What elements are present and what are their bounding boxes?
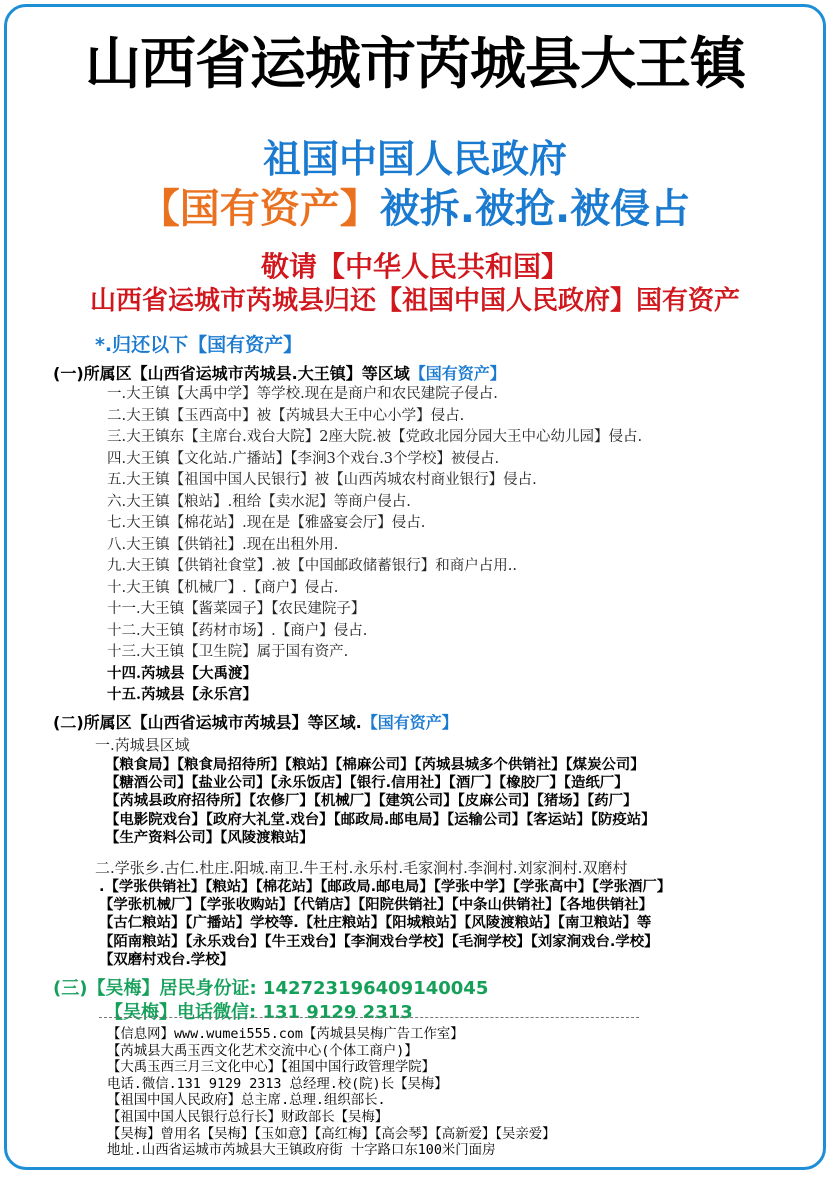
list-item: 【学张机械厂】【学张收购站】【代销店】【阳院供销社】【中条山供销社】【各地供销社】 xyxy=(99,897,654,914)
list-item: 九.大王镇【供销社食堂】.被【中国邮政储蓄银行】和商户占用.. xyxy=(107,558,517,574)
section-3-phone-line: 【吴梅】电话微信: 131 9129 2313 xyxy=(105,1002,413,1023)
list-item: 【陌南粮站】【永乐戏台】【牛王戏台】【李涧戏台学校】【毛涧学校】【刘家涧戏台.学校】 xyxy=(99,933,659,950)
list-item: 【祖国中国人民银行总行长】财政部长【吴梅】 xyxy=(107,1109,389,1125)
section-1-prefix: (一)所属区【山西省运城市芮城县.大王镇】等区域 xyxy=(53,364,410,383)
subtitle-assets xyxy=(7,186,823,232)
list-item: 【粮食局】【粮食局招待所】【粮站】【棉麻公司】【芮城县城多个供销社】【煤炭公司】 xyxy=(105,757,645,773)
list-item: 五.大王镇【祖国中国人民银行】被【山西芮城农村商业银行】侵占. xyxy=(107,472,537,488)
list-item: 【祖国中国人民政府】总主席.总理.组织部长. xyxy=(107,1093,386,1109)
request-line-2: 山西省运城市芮城县归还【祖国中国人民政府】国有资产 xyxy=(89,286,740,316)
list-item: 电话.微信.131 9129 2313 总经理.校(院)长【吴梅】 xyxy=(107,1076,448,1092)
list-item: 三.大王镇东【主席台.戏台大院】2座大院.被【党政北园分园大王中心幼儿园】侵占. xyxy=(107,429,643,445)
list-item: 【电影院戏台】【政府大礼堂.戏台】【邮政局.邮电局】【运输公司】【客运站】【防疫站】 xyxy=(105,811,656,828)
section-1-heading xyxy=(53,361,506,384)
contact-info xyxy=(107,1027,556,1160)
subtitle-assets-text: 被拆.被抢.被侵占 xyxy=(379,186,691,232)
list-item: .【学张供销社】【粮站】【棉花站】【邮政局.邮电局】【学张中学】【学张高中】【学张酒厂】 xyxy=(99,879,672,895)
request-line-1: 敬请【中华人民共和国】 xyxy=(260,250,569,283)
list-item: 十四.芮城县【大禹渡】 xyxy=(107,664,258,682)
subtitle-assets-tag: 【国有资产】 xyxy=(139,186,380,232)
list-item: 【古仁粮站】【广播站】学校等.【杜庄粮站】【阳城粮站】【风陵渡粮站】【南卫粮站】等 xyxy=(99,915,652,932)
list-item: 【生产资料公司】【风陵渡粮站】 xyxy=(105,829,314,846)
list-item: 【吴梅】曾用名【吴梅】【玉如意】【高红梅】【高会琴】【高新爱】【吴亲爱】 xyxy=(107,1126,556,1142)
section-2-heading xyxy=(53,710,458,733)
list-item: 十一.大王镇【酱菜园子】【农民建院子】 xyxy=(107,601,366,617)
section-2-sub1-list xyxy=(105,756,656,847)
list-item: 【芮城县政府招待所】【农修厂】【机械厂】【建筑公司】【皮麻公司】【猪场】【药厂】 xyxy=(105,793,638,810)
section-2-tag: 【国有资产】 xyxy=(361,713,458,732)
divider xyxy=(99,1017,639,1018)
section-3-id-line: (三)【吴梅】居民身份证: 142723196409140045 xyxy=(53,978,489,999)
list-item: 四.大王镇【文化站.广播站】【李涧3个戏台.3个学校】被侵占. xyxy=(107,450,500,467)
section-2-sub2-title: 二.学张乡.古仁.杜庄.阳城.南卫.牛王村.永乐村.毛家涧村.李涧村.刘家涧村.双磨村 xyxy=(95,859,628,877)
poster-title: 山西省运城市芮城县大王镇 xyxy=(85,32,745,97)
section-1-tag: 【国有资产】 xyxy=(409,364,506,383)
section-2-sub1-title: 一.芮城县区域 xyxy=(95,736,190,754)
list-item: 七.大王镇【棉花站】.现在是【雅盛宴会厅】侵占. xyxy=(107,515,426,531)
poster-frame xyxy=(4,4,826,1170)
list-item: 【大禹玉西三月三文化中心】【祖国中国行政管理学院】 xyxy=(107,1060,436,1076)
list-item: 十.大王镇【机械厂】.【商户】侵占. xyxy=(107,579,339,596)
list-item: 十三.大王镇【卫生院】属于国有资产. xyxy=(107,644,349,660)
list-item: 【糖酒公司】【盐业公司】【永乐饭店】【银行.信用社】【酒厂】【橡胶厂】【造纸厂】 xyxy=(105,775,629,792)
list-item: 十五.芮城县【永乐宫】 xyxy=(107,686,258,703)
list-item: 八.大王镇【供销社】.现在出租外用. xyxy=(107,536,339,553)
list-item: 【信息网】www.wumei555.com【芮城县吴梅广告工作室】 xyxy=(107,1027,464,1042)
list-item: 六.大王镇【粮站】.租给【卖水泥】等商户侵占. xyxy=(107,493,411,510)
list-item: 一.大王镇【大禹中学】等学校.现在是商户和农民建院子侵占. xyxy=(107,386,498,402)
list-item: 地址.山西省运城市芮城县大王镇政府街 十字路口东100米门面房 xyxy=(107,1143,496,1159)
list-item: 十二.大王镇【药材市场】.【商户】侵占. xyxy=(107,622,368,639)
section-2-sub2-list xyxy=(99,878,671,969)
list-item: 二.大王镇【玉西高中】被【芮城县大王中心小学】侵占. xyxy=(107,407,465,424)
return-heading: *.归还以下【国有资产】 xyxy=(95,334,303,356)
list-item: 【双磨村戏台.学校】 xyxy=(99,951,234,968)
section-2-prefix: (二)所属区【山西省运城市芮城县】等区域. xyxy=(53,713,362,732)
list-item: 【芮城县大禹玉西文化艺术交流中心(个体工商户)】 xyxy=(107,1043,418,1059)
subtitle-government: 祖国中国人民政府 xyxy=(262,137,567,181)
